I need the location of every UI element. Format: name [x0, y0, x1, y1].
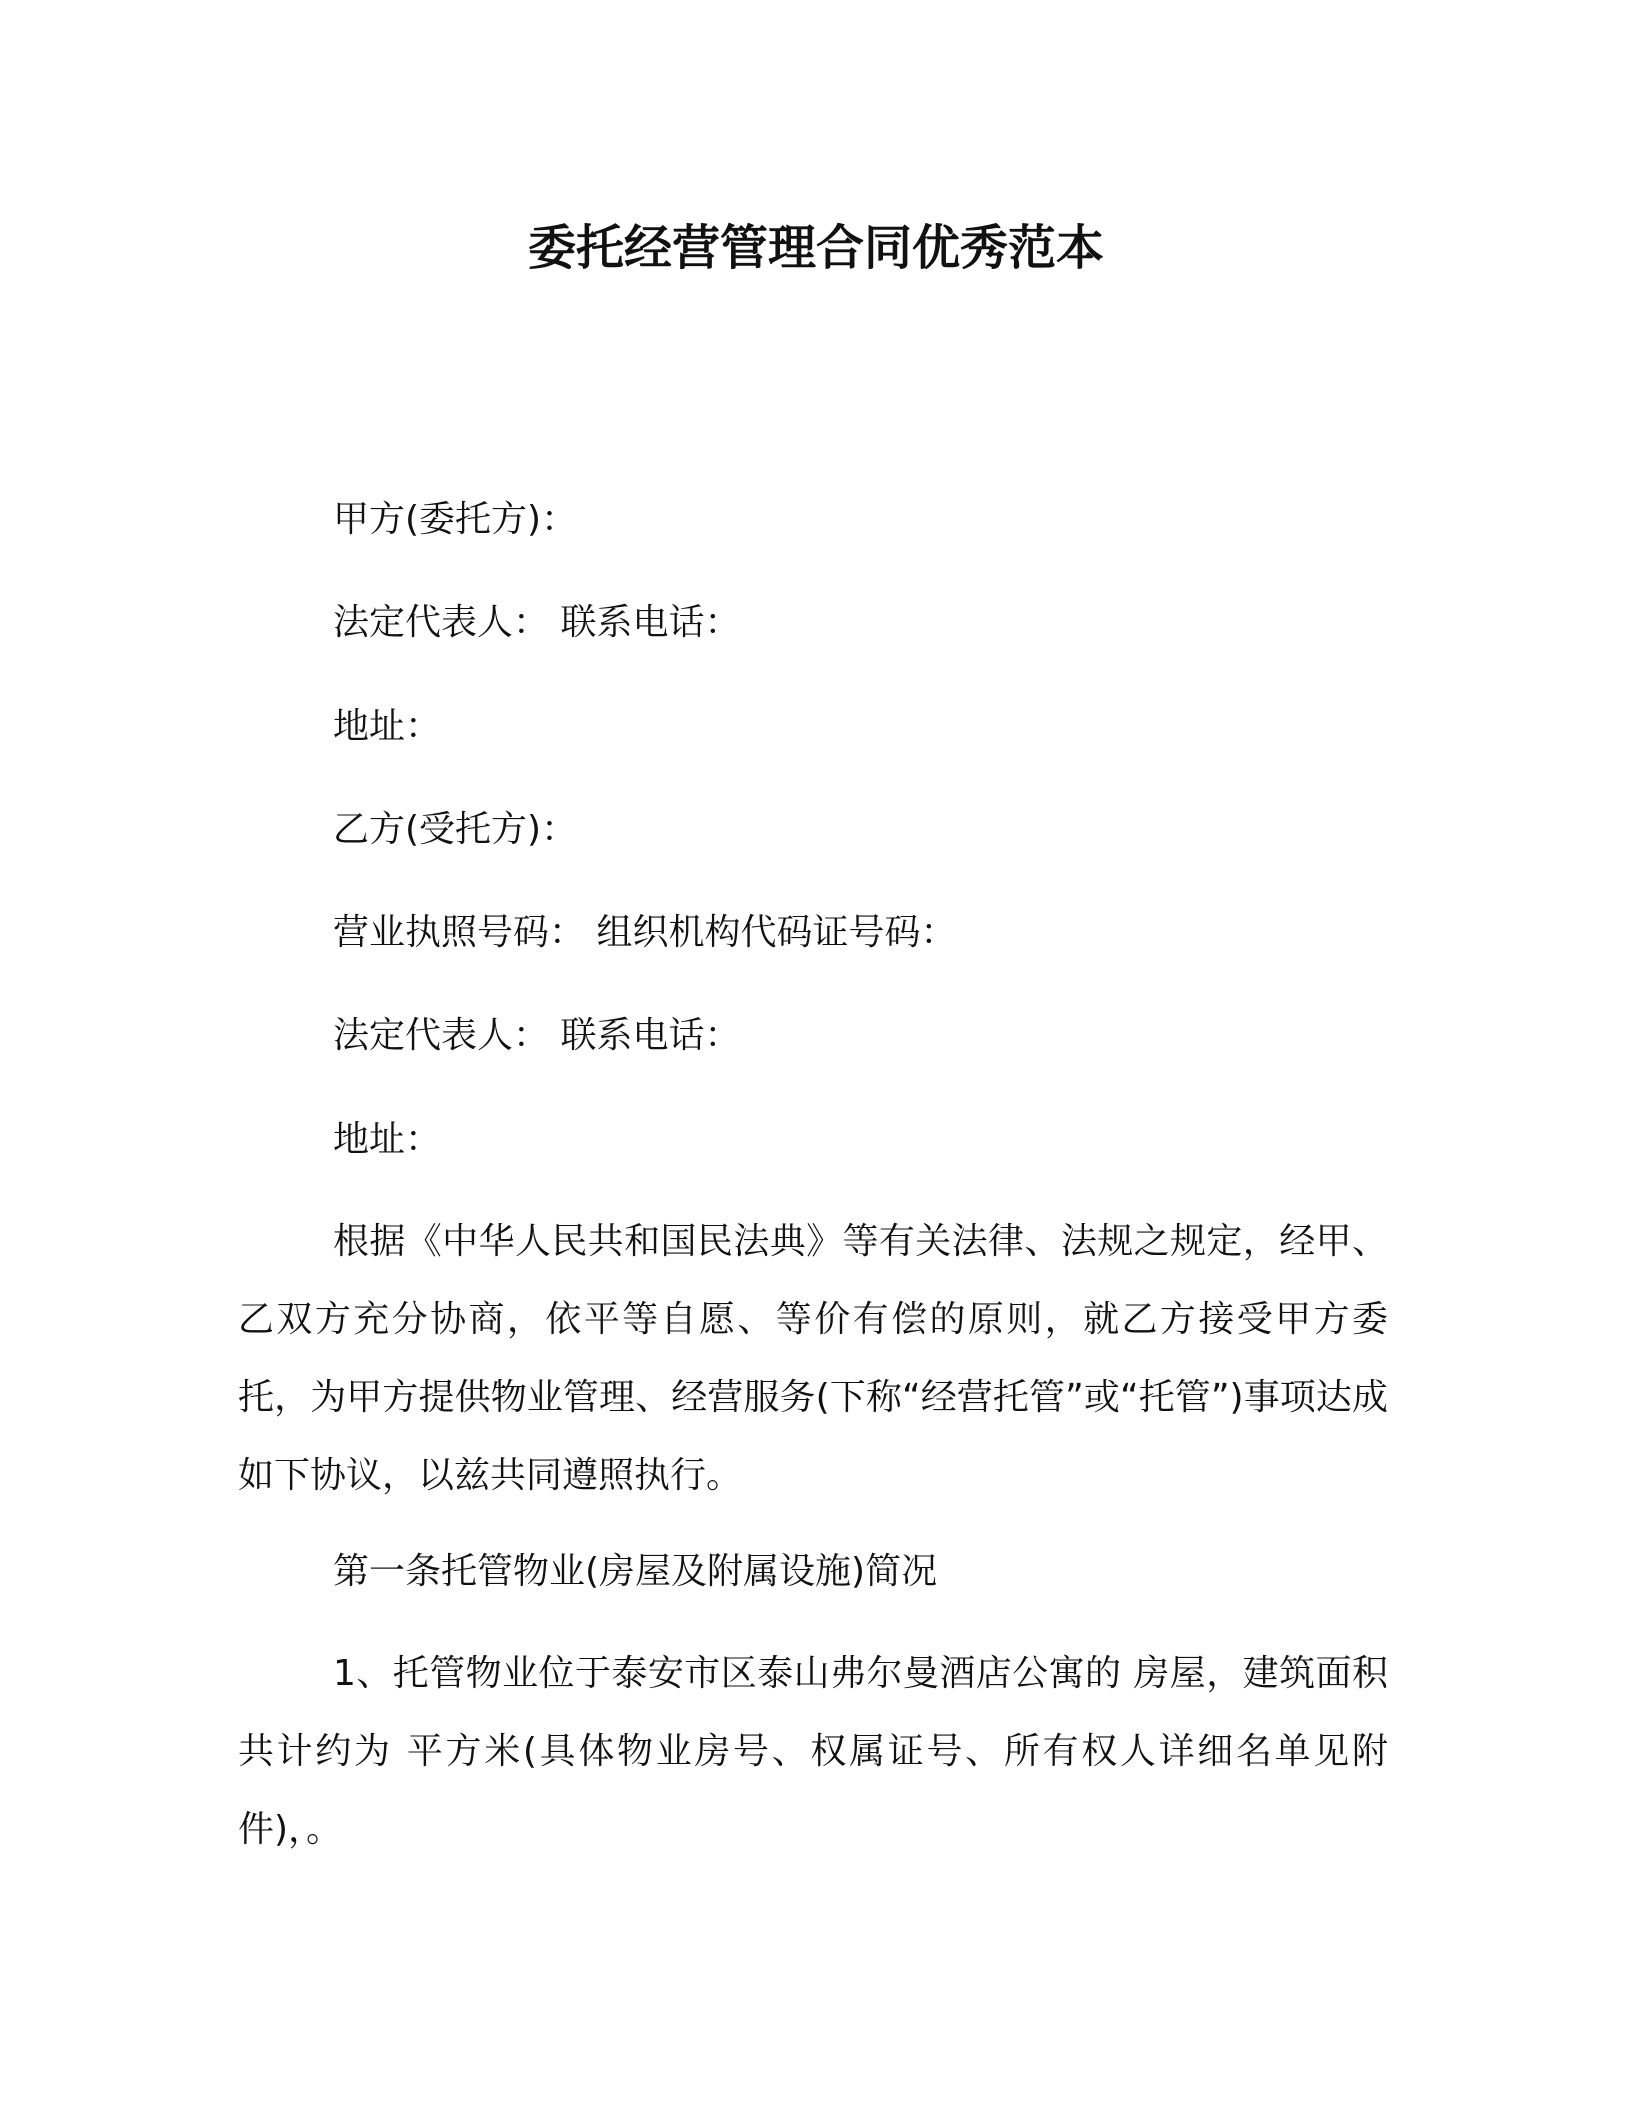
article-1-heading: 第一条托管物业(房屋及附属设施)简况 — [333, 1551, 938, 1592]
document-title: 委托经营管理合同优秀范本 — [527, 220, 1104, 276]
party-b-label: 乙方(受托方)： — [333, 809, 578, 850]
party-a-label: 甲方(委托方)： — [333, 499, 578, 540]
party-b-license-org-code: 营业执照号码： 组织机构代码证号码： — [333, 912, 957, 953]
party-a-address: 地址： — [333, 706, 442, 747]
party-a-representative-phone: 法定代表人： 联系电话： — [333, 602, 741, 643]
party-b-address: 地址： — [333, 1119, 442, 1160]
preamble-paragraph: 根据《中华人民共和国民法典》等有关法律、法规之规定，经甲、乙双方充分协商，依平等自愿、等价有偿的原则，就乙方接受甲方委托，为甲方提供物业管理、经营服务(下称“经营托管”或“托管”)事项达成如下协议，以兹共同遵照执行。 — [238, 1221, 1388, 1496]
article-1-item-1: 1、托管物业位于泰安市区泰山弗尔曼酒店公寓的 房屋，建筑面积共计约为 平方米(具体物业房号、权属证号、所有权人详细名单见附件)，。 — [238, 1653, 1388, 1850]
party-b-representative-phone: 法定代表人： 联系电话： — [333, 1015, 741, 1056]
